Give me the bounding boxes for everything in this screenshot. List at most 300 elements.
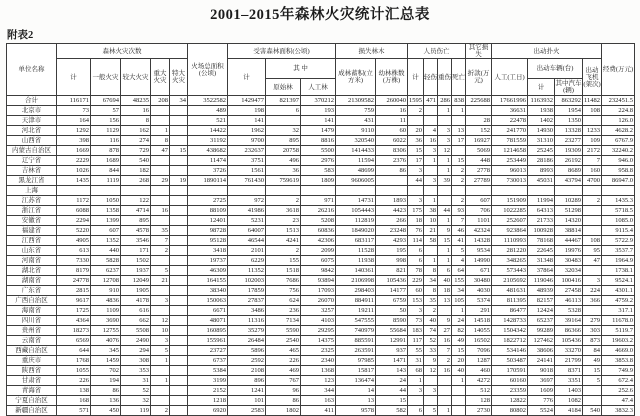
value-cell [555, 186, 583, 196]
value-cell: 12401 [188, 216, 228, 226]
value-cell [583, 266, 602, 276]
value-cell [121, 186, 151, 196]
value-cell: 14518 [466, 316, 492, 326]
value-cell: 15 [170, 146, 188, 156]
value-cell: 16502 [466, 336, 492, 346]
value-cell: 1 [438, 156, 452, 166]
value-cell: 24 [376, 376, 408, 386]
value-cell: 4 [452, 256, 466, 266]
unit-name-cell: 江西省 [7, 236, 57, 246]
value-cell: 1172 [57, 196, 91, 206]
value-cell: 1937 [121, 266, 151, 276]
value-cell: 2592 [228, 356, 266, 366]
value-cell: 7134 [266, 316, 301, 326]
group-header-lost-trees: 损失林木 [336, 44, 408, 59]
value-cell: 119046 [528, 276, 555, 286]
value-cell: 15 [452, 346, 466, 356]
value-cell: 8590 [376, 316, 408, 326]
unit-name-cell: 山东省 [7, 246, 57, 256]
value-cell: 193 [301, 106, 336, 116]
value-cell: 95 [583, 246, 602, 256]
value-cell: 65237 [528, 316, 555, 326]
value-cell: 6022 [376, 136, 408, 146]
value-cell: 7 [151, 236, 170, 246]
col-header-severe-injury: 重伤 [438, 59, 452, 96]
value-cell: 36631 [492, 106, 528, 116]
value-cell: 93 [452, 206, 466, 216]
value-cell: 3 [408, 196, 424, 206]
table-row [7, 216, 635, 226]
value-cell: 1595 [409, 97, 423, 105]
value-cell: 2 [266, 196, 301, 206]
value-cell: 1609 [528, 386, 555, 396]
value-cell: 2 [583, 196, 602, 206]
value-cell: 27 [438, 326, 452, 336]
table-row [7, 106, 635, 116]
value-cell: 10 [424, 216, 438, 226]
value-cell: 55684 [376, 326, 408, 336]
value-cell: 136 [91, 396, 121, 406]
page-title: 2001–2015年森林火灾统计汇总表 [210, 7, 430, 23]
table-row [7, 96, 635, 106]
value-cell [170, 306, 188, 316]
value-cell: 28186 [528, 156, 555, 166]
value-cell: 164 [57, 116, 91, 126]
unit-name-cell: 湖南省 [7, 276, 57, 286]
col-header-fires-total: 计 [57, 59, 91, 96]
value-cell: 14990 [466, 256, 492, 266]
value-cell: 2583 [228, 406, 266, 416]
value-cell: 2229 [57, 156, 91, 166]
value-cell: 2105692 [492, 276, 528, 286]
value-cell: 15 [583, 366, 602, 376]
value-cell: 2294 [57, 216, 91, 226]
value-cell: 11994 [528, 196, 555, 206]
value-cell: 22478 [492, 116, 528, 126]
value-cell: 1 [452, 376, 466, 386]
col-header-primeval-forest: 原始林 [266, 79, 301, 96]
value-cell: 4669.0 [602, 346, 635, 356]
unit-name-cell: 辽宁省 [7, 156, 57, 166]
value-cell: 348265 [492, 256, 528, 266]
value-cell: 3 [408, 166, 424, 176]
value-cell: 431 [336, 116, 376, 126]
value-cell: 5 [583, 376, 602, 386]
value-cell: 27458 [555, 286, 583, 296]
value-cell: 4364 [57, 316, 91, 326]
value-cell: 11316 [228, 316, 266, 326]
value-cell: 740979 [336, 326, 376, 336]
value-cell: 47 [151, 146, 170, 156]
value-cell: 232451.5 [602, 96, 635, 106]
value-cell: 19603.2 [602, 336, 635, 346]
value-cell: 2 [151, 406, 170, 416]
value-cell: 5 [151, 346, 170, 356]
value-cell: 128 [466, 396, 492, 406]
value-cell: 74 [424, 326, 438, 336]
value-cell: 6759 [376, 296, 408, 306]
value-cell: 1 [438, 106, 452, 116]
value-cell: 16 [438, 366, 452, 376]
value-cell: 12 [424, 366, 438, 376]
value-cell: 150063 [188, 296, 228, 306]
value-cell: 43794 [555, 176, 583, 186]
value-cell [170, 236, 188, 246]
value-cell: 11 [376, 116, 408, 126]
value-cell: 1905 [121, 286, 151, 296]
table-row [7, 166, 635, 176]
col-header-deaths: 死亡 [452, 59, 466, 96]
value-cell: 1402 [528, 116, 555, 126]
value-cell: 1429477 [228, 96, 266, 106]
col-header-fires-major: 重大火灾 [151, 59, 170, 96]
value-cell: 44 [376, 386, 408, 396]
value-cell: 1513 [266, 226, 301, 236]
value-cell [376, 176, 408, 186]
value-cell: 52 [121, 386, 151, 396]
col-header-fires-extreme: 特大火灾 [170, 59, 188, 96]
value-cell: 42306 [301, 236, 336, 246]
value-cell: 16 [151, 206, 170, 216]
value-cell: 225688 [466, 96, 492, 106]
value-cell: 582 [376, 406, 408, 416]
value-cell: 9018 [528, 366, 555, 376]
value-cell: 30480 [466, 276, 492, 286]
value-cell [228, 186, 266, 196]
table-row [7, 256, 635, 266]
value-cell: 20758 [266, 146, 301, 156]
value-cell: 863292 [555, 96, 583, 106]
value-cell: 12822 [492, 396, 528, 406]
value-cell [170, 226, 188, 236]
value-cell [170, 246, 188, 256]
value-cell: 958.8 [602, 166, 635, 176]
col-header-fires-large: 较大火灾 [121, 59, 151, 96]
value-cell: 19 [170, 176, 188, 186]
table-row [7, 386, 635, 396]
table-row [7, 136, 635, 146]
value-cell: 21799 [555, 356, 583, 366]
value-cell: 16 [121, 106, 151, 116]
value-cell: 1938 [528, 106, 555, 116]
value-cell: 32 [121, 396, 151, 406]
value-cell: 171 [121, 246, 151, 256]
value-cell: 1849020 [336, 226, 376, 236]
value-cell: 34 [170, 96, 188, 106]
value-cell: 471 [424, 96, 438, 106]
value-cell: 60 [408, 286, 424, 296]
value-cell: 136474 [336, 376, 376, 386]
value-cell: 224 [583, 286, 602, 296]
value-cell: 58 [424, 236, 438, 246]
value-cell: 1119 [91, 176, 121, 186]
value-cell: 37864 [528, 266, 555, 276]
value-cell: 9115.4 [602, 226, 635, 236]
value-cell [583, 206, 602, 216]
value-cell: 126.0 [602, 116, 635, 126]
value-cell: 16 [376, 106, 408, 116]
value-cell: 208 [151, 96, 170, 106]
value-cell: 48939 [528, 286, 555, 296]
value-cell: 17859 [228, 286, 266, 296]
unit-name-cell: 安徽省 [7, 216, 57, 226]
value-cell: 19976 [555, 246, 583, 256]
value-cell: 613 [57, 246, 91, 256]
value-cell: 1 [424, 156, 438, 166]
value-cell: 353 [121, 366, 151, 376]
value-cell: 170591 [492, 366, 528, 376]
value-cell: 236 [266, 306, 301, 316]
value-cell: 2490 [121, 336, 151, 346]
value-cell [583, 186, 602, 196]
value-cell: 3486 [228, 306, 266, 316]
value-cell: 286 [438, 96, 452, 106]
value-cell: 4836 [91, 296, 121, 306]
value-cell: 885591 [336, 336, 376, 346]
value-cell [151, 186, 170, 196]
value-cell: 44 [438, 206, 452, 216]
value-cell: 1962 [228, 126, 266, 136]
value-cell: 95128 [188, 236, 228, 246]
value-cell: 4184 [555, 406, 583, 416]
value-cell: 31 [121, 376, 151, 386]
value-cell: 21309582 [336, 96, 376, 106]
value-cell: 440 [91, 246, 121, 256]
value-cell: 6569 [57, 336, 91, 346]
value-cell: 101 [228, 396, 266, 406]
value-cell: 102003 [228, 276, 266, 286]
value-cell: 100416 [555, 276, 583, 286]
value-cell [452, 186, 466, 196]
value-cell: 1502 [121, 256, 151, 266]
value-cell: 761430 [228, 176, 266, 186]
value-cell: 26484 [228, 336, 266, 346]
value-cell: 2101 [228, 246, 266, 256]
value-cell: 1689 [91, 156, 121, 166]
value-cell: 923864 [492, 226, 528, 236]
value-cell: 46309 [188, 266, 228, 276]
value-cell: 108 [583, 236, 602, 246]
value-cell: 68 [408, 366, 424, 376]
value-cell: 683117 [336, 236, 376, 246]
value-cell: 3726 [188, 166, 228, 176]
value-cell [336, 186, 376, 196]
value-cell: 5384 [188, 366, 228, 376]
value-cell: 32034 [555, 266, 583, 276]
table-row [7, 406, 635, 416]
value-cell: 8306 [376, 146, 408, 156]
value-cell: 27837 [228, 296, 266, 306]
col-header-vehicles-total: 计 [528, 79, 555, 96]
value-cell: 25245 [528, 146, 555, 156]
value-cell: 5231 [228, 216, 266, 226]
value-cell: 15 [438, 236, 452, 246]
value-cell [170, 366, 188, 376]
value-cell: 2725 [188, 196, 228, 206]
value-cell: 195 [376, 246, 408, 256]
value-cell [151, 386, 170, 396]
value-cell: 15 [452, 156, 466, 166]
value-cell [266, 186, 301, 196]
value-cell: 35 [424, 296, 438, 306]
value-cell: 512 [466, 386, 492, 396]
value-cell: 8179 [57, 266, 91, 276]
table-row [7, 126, 635, 136]
value-cell: 298403 [336, 286, 376, 296]
value-cell: 9 [438, 226, 452, 236]
value-cell: 24141 [528, 356, 555, 366]
value-cell [452, 386, 466, 396]
value-cell: 6 [266, 106, 301, 116]
value-cell: 5 [151, 266, 170, 276]
value-cell: 15 [376, 396, 408, 406]
unit-name-cell: 天津市 [7, 116, 57, 126]
table-row [7, 266, 635, 276]
value-cell: 14930 [528, 126, 555, 136]
col-header-mature-stock: 成林蓄积(立方米) [336, 59, 376, 96]
value-cell: 6 [408, 256, 424, 266]
value-cell [170, 216, 188, 226]
value-cell: 226 [57, 376, 91, 386]
value-cell: 4 [424, 126, 438, 136]
value-cell: 1 [452, 106, 466, 116]
value-cell: 123 [301, 376, 336, 386]
value-cell: 99289 [528, 326, 555, 336]
value-cell: 194 [91, 376, 121, 386]
value-cell [452, 396, 466, 406]
value-cell: 38814 [555, 226, 583, 236]
value-cell: 18273 [57, 326, 91, 336]
value-cell: 2 [151, 246, 170, 256]
table-row [7, 176, 635, 186]
value-cell: 49 [452, 336, 466, 346]
value-cell: 97985 [336, 356, 376, 366]
value-cell: 5069 [466, 146, 492, 156]
value-cell: 7330 [57, 256, 91, 266]
value-cell: 15817 [336, 366, 376, 376]
value-cell [151, 286, 170, 296]
value-cell: 80802 [492, 406, 528, 416]
value-cell: 8993 [528, 166, 555, 176]
value-cell [170, 116, 188, 126]
value-cell: 22645 [528, 246, 555, 256]
value-cell: 64313 [528, 206, 555, 216]
value-cell: 14 [336, 386, 376, 396]
value-cell: 160 [583, 166, 602, 176]
value-cell: 4103 [301, 316, 336, 326]
value-cell: 15 [408, 146, 424, 156]
value-cell: 10289 [555, 196, 583, 206]
value-cell: 481631 [492, 286, 528, 296]
value-cell: 117 [408, 336, 424, 346]
value-cell: 910 [91, 286, 121, 296]
value-cell: 12755 [91, 326, 121, 336]
value-cell: 1504342 [492, 326, 528, 336]
value-cell [170, 206, 188, 216]
value-cell: 320540 [336, 136, 376, 146]
value-cell: 1471 [376, 356, 408, 366]
value-cell: 21 [151, 276, 170, 286]
value-cell: 4714 [121, 206, 151, 216]
value-cell: 143 [376, 366, 408, 376]
value-cell: 2540 [266, 336, 301, 346]
value-cell: 45031 [528, 176, 555, 186]
value-cell: 2152 [188, 386, 228, 396]
value-cell: 266 [376, 216, 408, 226]
value-cell: 12 [151, 316, 170, 326]
value-cell: 729 [121, 146, 151, 156]
value-cell: 730013 [492, 176, 528, 186]
value-cell: 4293 [376, 236, 408, 246]
value-cell: 252.6 [602, 386, 635, 396]
value-cell: 153 [408, 296, 424, 306]
value-cell: 3 [408, 306, 424, 316]
value-cell: 844 [91, 166, 121, 176]
value-cell: 303 [583, 326, 602, 336]
value-cell: 2 [452, 176, 466, 186]
group-header-dispatch: 出动扑火 [492, 44, 602, 59]
value-cell [170, 346, 188, 356]
value-cell: 616 [121, 306, 151, 316]
value-cell: 411 [301, 406, 336, 416]
value-cell: 6 [438, 266, 452, 276]
table-row [7, 356, 635, 366]
value-cell: 116171 [57, 96, 91, 106]
forest-fire-stats-table [6, 43, 635, 416]
value-cell: 4700 [583, 176, 602, 186]
value-cell: 1479 [301, 126, 336, 136]
value-cell: 1435.3 [602, 196, 635, 206]
table-row [7, 276, 635, 286]
value-cell: 1129 [91, 126, 121, 136]
value-cell: 1163932 [528, 96, 555, 106]
value-cell: 776 [528, 396, 555, 406]
value-cell: 263591 [336, 346, 376, 356]
value-cell [408, 186, 424, 196]
unit-name-cell: 浙江省 [7, 206, 57, 216]
value-cell: 14375 [301, 336, 336, 346]
value-cell: 46544 [228, 236, 266, 246]
value-cell: 86947.0 [602, 176, 635, 186]
value-cell [170, 276, 188, 286]
value-cell: 5 [424, 406, 438, 416]
value-cell: 4759.2 [602, 296, 635, 306]
value-cell: 8689 [555, 166, 583, 176]
value-cell: 4076 [91, 336, 121, 346]
value-cell: 160895 [188, 326, 228, 336]
value-cell [170, 316, 188, 326]
value-cell: 937 [376, 346, 408, 356]
value-cell: 1459 [91, 356, 121, 366]
value-cell: 838 [452, 96, 466, 106]
value-cell: 119 [121, 406, 151, 416]
value-cell: 31 [408, 356, 424, 366]
group-header-casualties: 人员伤亡 [408, 44, 466, 59]
value-cell [170, 396, 188, 406]
unit-name-cell: 广东省 [7, 286, 57, 296]
value-cell: 345 [91, 346, 121, 356]
value-cell: 895 [266, 136, 301, 146]
value-cell: 86 [376, 166, 408, 176]
unit-name-cell: 河北省 [7, 126, 57, 136]
value-cell: 7 [438, 346, 452, 356]
value-cell: 1110993 [492, 236, 528, 246]
value-cell: 4241 [266, 236, 301, 246]
group-header-other-losses: 其它损失 [466, 44, 492, 59]
value-cell: 895 [121, 216, 151, 226]
value-cell [170, 386, 188, 396]
value-cell: 2778 [466, 166, 492, 176]
